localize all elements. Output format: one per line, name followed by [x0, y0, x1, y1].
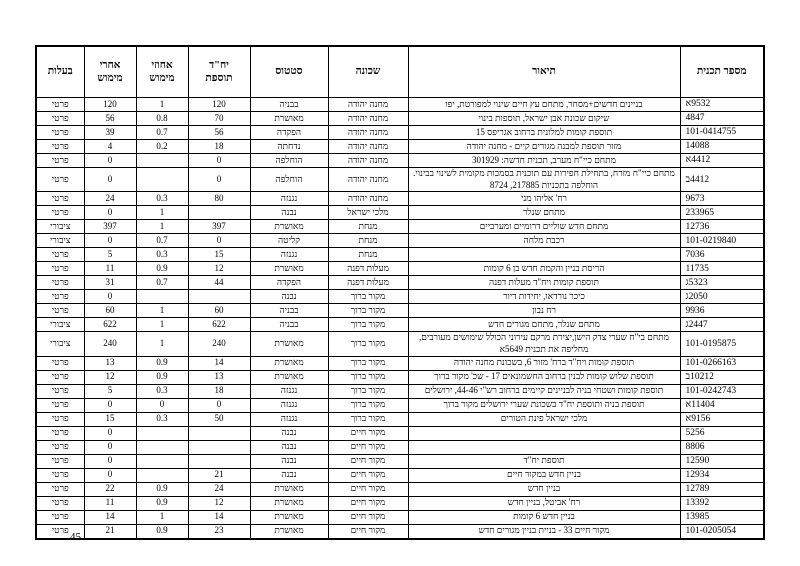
cell-plan: 12590: [680, 454, 764, 468]
table-row: [36, 454, 764, 468]
cell-units: 56: [188, 126, 250, 140]
cell-ownership: פרטי: [36, 482, 84, 496]
header-after-realization: [84, 46, 136, 98]
cell-after: 0: [84, 234, 136, 248]
cell-plan: 2447ג: [680, 318, 764, 332]
cell-desc: מתחם כיי"ח מערב, תכנית חדשה: 301929: [408, 154, 680, 168]
cell-pct: 0.9: [136, 356, 188, 370]
cell-units: 70: [188, 112, 250, 126]
cell-desc: בניין חדש במקור חיים: [408, 468, 680, 482]
cell-pct: 0.3: [136, 384, 188, 398]
cell-plan: 2050ג: [680, 290, 764, 304]
cell-after: 11: [84, 262, 136, 276]
cell-desc: מזור תוספת למבנה מגורים קיים - מחנה יהודה: [408, 140, 680, 154]
header-after-realization-line1: אחרי: [99, 59, 121, 71]
table-row: [36, 318, 764, 332]
cell-plan: 11735: [680, 262, 764, 276]
cell-plan: 5323ג: [680, 276, 764, 290]
cell-after: 0: [84, 290, 136, 304]
cell-after: 0: [84, 168, 136, 192]
cell-pct: 0.3: [136, 412, 188, 426]
cell-units: 60: [188, 304, 250, 318]
cell-plan: 233965: [680, 206, 764, 220]
cell-units: 14: [188, 510, 250, 524]
cell-status: נבנה: [250, 468, 328, 482]
cell-ownership: פרטי: [36, 276, 84, 290]
cell-desc: תוספת קומות ויח"ד מעלות דפנה: [408, 276, 680, 290]
table-row: [36, 126, 764, 140]
cell-units: 120: [188, 98, 250, 112]
cell-pct: 0.3: [136, 248, 188, 262]
cell-plan: 101-0242743: [680, 384, 764, 398]
header-realization-percent: [136, 46, 188, 98]
cell-plan: 12789: [680, 482, 764, 496]
cell-pct: 0.7: [136, 126, 188, 140]
table-row: [36, 482, 764, 496]
cell-units: 50: [188, 412, 250, 426]
table-row: [36, 140, 764, 154]
cell-neighborhood: מקור חיים: [328, 454, 408, 468]
cell-desc: תוספת שלוש קומות לבנין ברחוב החשמונאים 17 - שכ' מקור ברוך: [408, 370, 680, 384]
cell-desc: בניינים חדשים+מסחר, מתחם עץ חיים שינוי למפורטת, יפו: [408, 98, 680, 112]
page-number: 45: [70, 531, 81, 543]
cell-pct: 0.9: [136, 496, 188, 510]
cell-status: נבנה: [250, 290, 328, 304]
cell-status: נבנה: [250, 440, 328, 454]
cell-neighborhood: מקור ברוך: [328, 332, 408, 356]
cell-pct: [136, 440, 188, 454]
cell-units: 0: [188, 154, 250, 168]
cell-units: 80: [188, 192, 250, 206]
cell-pct: 1: [136, 220, 188, 234]
cell-status: מאושרת: [250, 370, 328, 384]
cell-units: 12: [188, 496, 250, 510]
cell-neighborhood: מקור חיים: [328, 496, 408, 510]
cell-plan: 9156א: [680, 412, 764, 426]
cell-neighborhood: מקור ברוך: [328, 412, 408, 426]
table-row: [36, 112, 764, 126]
table-row: [36, 248, 764, 262]
cell-desc: שיקום שכונת אבן ישראל, תוספות בינוי: [408, 112, 680, 126]
header-after-realization-line2: מימוש: [97, 73, 123, 84]
header-description: תיאור: [408, 46, 680, 98]
table-row: [36, 234, 764, 248]
cell-desc: בניין חדש 6 קומות: [408, 510, 680, 524]
cell-units: 0: [188, 168, 250, 192]
cell-after: 15: [84, 412, 136, 426]
cell-desc: רח נבון: [408, 304, 680, 318]
cell-neighborhood: מחנה יהודה: [328, 168, 408, 192]
cell-ownership: פרטי: [36, 398, 84, 412]
header-added-units-line1: יח"ד: [209, 59, 229, 71]
cell-plan: 13985: [680, 510, 764, 524]
plans-table-container: [37, 45, 765, 540]
cell-desc: הריסת בניין והקמת חדש בן 6 קומות: [408, 262, 680, 276]
table-row: [36, 192, 764, 206]
cell-after: 0: [84, 154, 136, 168]
table-row: [36, 384, 764, 398]
cell-units: 13: [188, 370, 250, 384]
cell-pct: 0.9: [136, 262, 188, 276]
cell-ownership: פרטי: [36, 206, 84, 220]
cell-ownership: פרטי: [36, 412, 84, 426]
cell-after: 56: [84, 112, 136, 126]
cell-after: 5: [84, 248, 136, 262]
cell-units: 21: [188, 468, 250, 482]
cell-plan: 10212ב: [680, 370, 764, 384]
cell-neighborhood: מחנה יהודה: [328, 98, 408, 112]
table-row: [36, 168, 764, 192]
cell-pct: [136, 468, 188, 482]
cell-plan: 5256: [680, 426, 764, 440]
cell-pct: [136, 168, 188, 192]
header-plan-number: מספר תכנית: [680, 46, 764, 98]
cell-after: 622: [84, 318, 136, 332]
cell-after: 24: [84, 192, 136, 206]
cell-neighborhood: מעלות דפנה: [328, 276, 408, 290]
cell-desc: תוספת בניה ותוספת יח"ד בשכונת שערי ירושלים מקור ברוך: [408, 398, 680, 412]
cell-desc: תוספת קומות ויח"ד ברח' מזור 6, בשכונת מחנה יהודה: [408, 356, 680, 370]
cell-neighborhood: מנחת: [328, 234, 408, 248]
cell-desc: [408, 440, 680, 454]
cell-ownership: פרטי: [36, 468, 84, 482]
cell-status: נגנזה: [250, 412, 328, 426]
cell-status: מאושרת: [250, 356, 328, 370]
cell-neighborhood: מקור ברוך: [328, 304, 408, 318]
cell-units: [188, 426, 250, 440]
cell-desc: רח' אביטל, בניין חדש: [408, 496, 680, 510]
cell-status: בבניה: [250, 304, 328, 318]
cell-neighborhood: מקור חיים: [328, 440, 408, 454]
cell-status: הוחלפה: [250, 154, 328, 168]
plans-table: [35, 45, 765, 540]
cell-pct: [136, 454, 188, 468]
cell-neighborhood: מקור ברוך: [328, 398, 408, 412]
cell-status: נבנה: [250, 206, 328, 220]
cell-units: 240: [188, 332, 250, 356]
cell-after: 240: [84, 332, 136, 356]
table-row: [36, 262, 764, 276]
cell-plan: 4412ב: [680, 168, 764, 192]
cell-desc: מתחם בי"ח שערי צדק הישן,יצירת מרקם עירוני הכולל שימושים מעורבים, מחליפה את תכנית 5649א: [408, 332, 680, 356]
cell-pct: 1: [136, 206, 188, 220]
header-added-units-line2: תוספת: [205, 73, 233, 84]
cell-after: 0: [84, 454, 136, 468]
cell-neighborhood: מנחת: [328, 248, 408, 262]
cell-units: 24: [188, 482, 250, 496]
cell-status: נבנה: [250, 454, 328, 468]
cell-plan: 12934: [680, 468, 764, 482]
header-realization-percent-line1: אחוזי: [151, 59, 173, 71]
cell-pct: 0: [136, 398, 188, 412]
cell-pct: 1: [136, 98, 188, 112]
cell-neighborhood: מחנה יהודה: [328, 192, 408, 206]
cell-ownership: פרטי: [36, 454, 84, 468]
cell-ownership: פרטי: [36, 426, 84, 440]
cell-desc: מלכי ישראל פינת הטורים: [408, 412, 680, 426]
table-row: [36, 304, 764, 318]
cell-after: 22: [84, 482, 136, 496]
cell-ownership: פרטי: [36, 126, 84, 140]
cell-ownership: פרטי: [36, 524, 84, 539]
cell-status: נגנזה: [250, 398, 328, 412]
cell-units: 18: [188, 140, 250, 154]
cell-pct: 0.9: [136, 482, 188, 496]
header-status: סטטוס: [250, 46, 328, 98]
cell-units: 622: [188, 318, 250, 332]
cell-units: 12: [188, 262, 250, 276]
cell-ownership: פרטי: [36, 262, 84, 276]
cell-after: 397: [84, 220, 136, 234]
cell-plan: 9936: [680, 304, 764, 318]
cell-plan: 4847: [680, 112, 764, 126]
cell-plan: 12736: [680, 220, 764, 234]
cell-units: [188, 440, 250, 454]
cell-units: 0: [188, 234, 250, 248]
table-row: [36, 276, 764, 290]
cell-neighborhood: מנחת: [328, 220, 408, 234]
cell-desc: תוספת קומות למלונית ברחוב אגריפס 15: [408, 126, 680, 140]
cell-neighborhood: מחנה יהודה: [328, 140, 408, 154]
table-row: [36, 510, 764, 524]
cell-status: נדחתה: [250, 140, 328, 154]
cell-status: בבניה: [250, 98, 328, 112]
cell-desc: מתחם שנלר, מתחם מגורים חדש: [408, 318, 680, 332]
cell-units: 0: [188, 398, 250, 412]
cell-ownership: פרטי: [36, 192, 84, 206]
cell-ownership: פרטי: [36, 168, 84, 192]
cell-units: 23: [188, 524, 250, 539]
cell-units: [188, 290, 250, 304]
cell-status: הפקדה: [250, 276, 328, 290]
cell-status: נגנזה: [250, 248, 328, 262]
cell-status: קליטה: [250, 234, 328, 248]
cell-desc: מתחם שנלר: [408, 206, 680, 220]
cell-desc: בניין חדש: [408, 482, 680, 496]
cell-desc: כיכר נורדאו, יחידות דיור: [408, 290, 680, 304]
cell-ownership: פרטי: [36, 304, 84, 318]
cell-ownership: פרטי: [36, 140, 84, 154]
cell-neighborhood: מחנה יהודה: [328, 112, 408, 126]
cell-neighborhood: מחנה יהודה: [328, 154, 408, 168]
cell-units: 397: [188, 220, 250, 234]
cell-status: מאושרת: [250, 482, 328, 496]
cell-neighborhood: מקור ברוך: [328, 290, 408, 304]
header-added-units: [188, 46, 250, 98]
table-row: [36, 98, 764, 112]
cell-ownership: פרטי: [36, 154, 84, 168]
cell-ownership: פרטי: [36, 112, 84, 126]
cell-units: 15: [188, 248, 250, 262]
cell-ownership: ציבורי: [36, 220, 84, 234]
cell-plan: 14088: [680, 140, 764, 154]
cell-plan: 4412א: [680, 154, 764, 168]
cell-status: מאושרת: [250, 220, 328, 234]
cell-after: 120: [84, 98, 136, 112]
table-row: [36, 468, 764, 482]
cell-plan: 7036: [680, 248, 764, 262]
cell-after: 5: [84, 384, 136, 398]
table-row: [36, 356, 764, 370]
cell-desc: [408, 248, 680, 262]
cell-desc: רח' אליהו מני: [408, 192, 680, 206]
cell-plan: 9532א: [680, 98, 764, 112]
cell-ownership: פרטי: [36, 440, 84, 454]
table-row: [36, 206, 764, 220]
cell-after: 60: [84, 304, 136, 318]
cell-plan: 101-0266163: [680, 356, 764, 370]
cell-status: נגנזה: [250, 192, 328, 206]
cell-pct: 0.3: [136, 192, 188, 206]
cell-after: 0: [84, 206, 136, 220]
cell-neighborhood: מקור חיים: [328, 468, 408, 482]
header-realization-percent-line2: מימוש: [149, 73, 175, 84]
cell-after: 0: [84, 426, 136, 440]
cell-status: מאושרת: [250, 112, 328, 126]
table-row: [36, 332, 764, 356]
cell-status: נגנזה: [250, 384, 328, 398]
cell-plan: 101-0219840: [680, 234, 764, 248]
table-row: [36, 290, 764, 304]
table-row: [36, 524, 764, 539]
cell-pct: 0.7: [136, 276, 188, 290]
cell-after: 13: [84, 356, 136, 370]
cell-neighborhood: מקור ברוך: [328, 370, 408, 384]
table-header-row: [36, 46, 764, 98]
table-row: [36, 154, 764, 168]
cell-after: 39: [84, 126, 136, 140]
header-neighborhood: שכונה: [328, 46, 408, 98]
cell-units: 44: [188, 276, 250, 290]
cell-ownership: פרטי: [36, 510, 84, 524]
cell-plan: 101-0414755: [680, 126, 764, 140]
cell-plan: 8806: [680, 440, 764, 454]
table-row: [36, 496, 764, 510]
table-row: [36, 220, 764, 234]
cell-status: מאושרת: [250, 510, 328, 524]
cell-status: הוחלפה: [250, 168, 328, 192]
cell-pct: 0.8: [136, 112, 188, 126]
cell-status: מאושרת: [250, 262, 328, 276]
cell-pct: 1: [136, 332, 188, 356]
cell-status: מאושרת: [250, 496, 328, 510]
cell-pct: 0.7: [136, 234, 188, 248]
cell-neighborhood: מעלות דפנה: [328, 262, 408, 276]
cell-plan: 101-0195875: [680, 332, 764, 356]
table-row: [36, 412, 764, 426]
cell-plan: 11404א: [680, 398, 764, 412]
cell-after: 0: [84, 468, 136, 482]
cell-ownership: פרטי: [36, 370, 84, 384]
cell-status: מאושרת: [250, 332, 328, 356]
cell-neighborhood: מקור ברוך: [328, 356, 408, 370]
cell-ownership: פרטי: [36, 290, 84, 304]
cell-pct: 0.9: [136, 524, 188, 539]
cell-units: 18: [188, 384, 250, 398]
cell-pct: 1: [136, 318, 188, 332]
cell-after: 11: [84, 496, 136, 510]
cell-neighborhood: מחנה יהודה: [328, 126, 408, 140]
cell-status: מאושרת: [250, 524, 328, 539]
cell-after: 12: [84, 370, 136, 384]
cell-ownership: ציבורי: [36, 332, 84, 356]
cell-ownership: פרטי: [36, 496, 84, 510]
cell-pct: [136, 154, 188, 168]
cell-desc: מתחם כיי"ח מזרח, בתחילת חפירות עם תוכנית בסמכות מקומית לשינוי בבינוי. הוחלפה בתכניות 217885, 8724: [408, 168, 680, 192]
cell-after: 31: [84, 276, 136, 290]
cell-pct: 1: [136, 304, 188, 318]
cell-ownership: ציבורי: [36, 318, 84, 332]
cell-pct: 1: [136, 510, 188, 524]
cell-status: בבניה: [250, 318, 328, 332]
cell-plan: 101-0205054: [680, 524, 764, 539]
cell-after: 4: [84, 140, 136, 154]
cell-neighborhood: מקור חיים: [328, 524, 408, 539]
table-row: [36, 426, 764, 440]
cell-desc: מקור חיים 33 - בניית בניין מגורים חדש: [408, 524, 680, 539]
table-row: [36, 440, 764, 454]
cell-after: 21: [84, 524, 136, 539]
cell-after: 14: [84, 510, 136, 524]
cell-pct: [136, 426, 188, 440]
cell-pct: [136, 290, 188, 304]
cell-plan: 13392: [680, 496, 764, 510]
cell-ownership: ציבורי: [36, 234, 84, 248]
cell-plan: 9673: [680, 192, 764, 206]
cell-pct: 0.2: [136, 140, 188, 154]
cell-desc: [408, 426, 680, 440]
cell-ownership: פרטי: [36, 356, 84, 370]
cell-pct: 0.9: [136, 370, 188, 384]
cell-desc: תוספת יח"ד: [408, 454, 680, 468]
cell-ownership: פרטי: [36, 384, 84, 398]
plans-table-body: [36, 98, 764, 539]
cell-neighborhood: מקור חיים: [328, 510, 408, 524]
table-row: [36, 398, 764, 412]
cell-status: נבנה: [250, 426, 328, 440]
cell-neighborhood: מלכי ישראל: [328, 206, 408, 220]
cell-desc: רכבת מלחה: [408, 234, 680, 248]
cell-ownership: פרטי: [36, 248, 84, 262]
cell-after: 0: [84, 440, 136, 454]
header-ownership: בעלות: [36, 46, 84, 98]
cell-after: 0: [84, 398, 136, 412]
cell-units: [188, 206, 250, 220]
cell-neighborhood: מקור ברוך: [328, 318, 408, 332]
cell-neighborhood: מקור חיים: [328, 482, 408, 496]
cell-desc: מתחם חדש שוליים דרומיים ומערביים: [408, 220, 680, 234]
cell-desc: תוספת קומות ושטחי בניה לבניינים קיימים ברחוב רש"י 44-46, ירושלים: [408, 384, 680, 398]
cell-units: [188, 454, 250, 468]
cell-neighborhood: מקור חיים: [328, 426, 408, 440]
table-row: [36, 370, 764, 384]
cell-neighborhood: מקור ברוך: [328, 384, 408, 398]
cell-units: 14: [188, 356, 250, 370]
cell-status: הפקדה: [250, 126, 328, 140]
cell-ownership: פרטי: [36, 98, 84, 112]
